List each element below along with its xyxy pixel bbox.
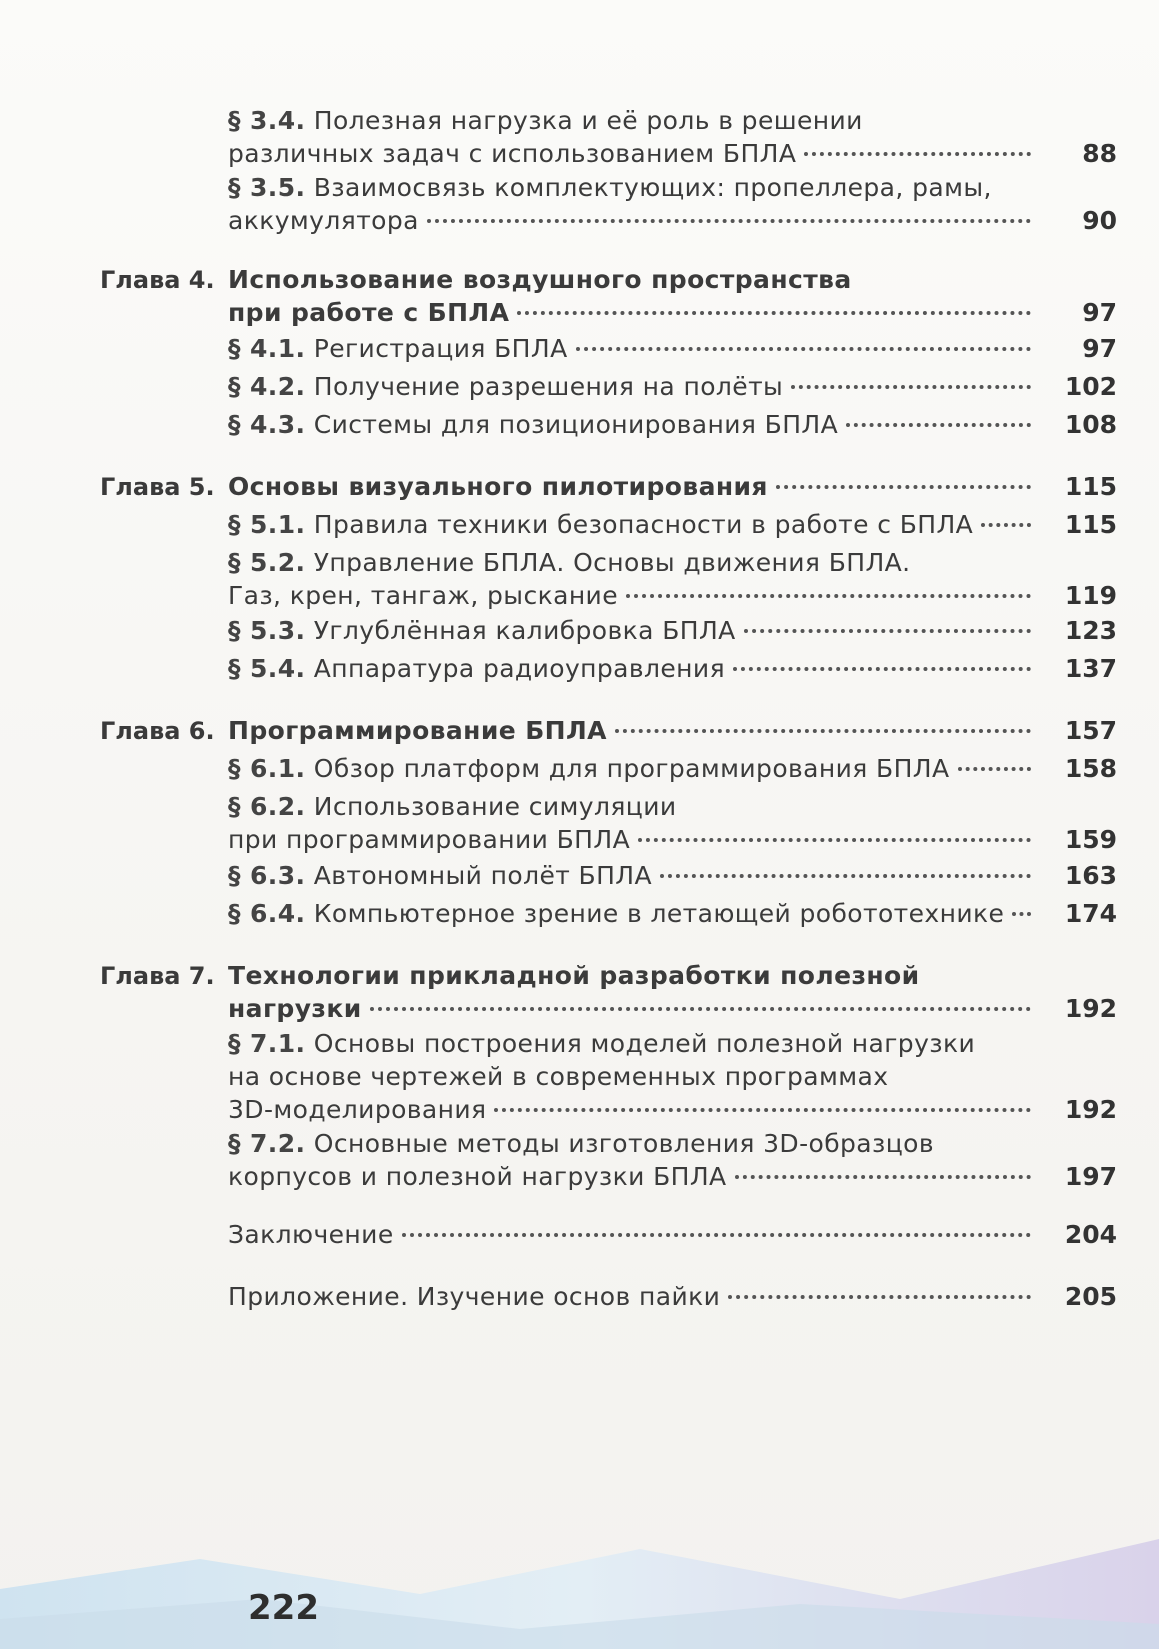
leader-dots — [981, 523, 1031, 527]
leader-dots — [638, 838, 1031, 842]
leader-dots — [728, 1295, 1031, 1299]
leader-dots — [370, 1007, 1031, 1011]
toc-page-number: 119 — [1064, 581, 1117, 610]
section-number: § 3.5. — [228, 173, 306, 202]
toc-page-number: 204 — [1064, 1220, 1117, 1249]
page-number: 222 — [248, 1588, 319, 1628]
chapter-title-line: Технологии прикладной разработки полезной — [228, 961, 920, 990]
section-number: § 5.1. — [228, 510, 306, 539]
entry-title-line: 3D-моделирования — [228, 1095, 487, 1124]
leader-dots — [427, 219, 1031, 223]
entry-title-line: корпусов и полезной нагрузки БПЛА — [228, 1162, 727, 1191]
toc-page-number: 108 — [1064, 410, 1117, 439]
section-number: § 7.2. — [228, 1129, 306, 1158]
entry-title-line: аккумулятора — [228, 206, 419, 235]
section-number: § 7.1. — [228, 1029, 306, 1058]
leader-dots — [846, 423, 1031, 427]
chapter-label: Глава 6. — [100, 717, 215, 745]
section-number: § 4.2. — [228, 372, 306, 401]
chapter-title-line: Программирование БПЛА — [228, 716, 607, 745]
section-number: § 5.3. — [228, 616, 306, 645]
leader-dots — [517, 311, 1031, 315]
leader-dots — [626, 594, 1031, 598]
toc-page-number: 159 — [1064, 825, 1117, 854]
section-number: § 6.1. — [228, 754, 306, 783]
toc-page-number: 123 — [1064, 616, 1117, 645]
leader-dots — [615, 729, 1031, 733]
entry-title-line: Основные методы изготовления 3D-образцов — [313, 1129, 934, 1158]
leader-dots — [402, 1233, 1031, 1237]
toc-page-number: 205 — [1064, 1282, 1117, 1311]
entry-title-line: Приложение. Изучение основ пайки — [228, 1282, 721, 1311]
toc-page-number: 192 — [1064, 1095, 1117, 1124]
entry-title-line: Полезная нагрузка и её роль в решении — [313, 106, 863, 135]
section-number: § 5.4. — [228, 654, 306, 683]
section-number: § 6.4. — [228, 899, 306, 928]
entry-title-line: Регистрация БПЛА — [313, 334, 568, 363]
entry-title-line: Управление БПЛА. Основы движения БПЛА. — [313, 548, 911, 577]
toc-page-number: 137 — [1064, 654, 1117, 683]
section-number: § 3.4. — [228, 106, 306, 135]
entry-title-line: Получение разрешения на полёты — [313, 372, 784, 401]
entry-title-line: при программировании БПЛА — [228, 825, 631, 854]
entry-title-line: Взаимосвязь комплектующих: пропеллера, рамы, — [313, 173, 992, 202]
section-number: § 4.1. — [228, 334, 306, 363]
leader-dots — [576, 347, 1031, 351]
leader-dots — [804, 152, 1031, 156]
toc-page-number: 163 — [1064, 861, 1117, 890]
leader-dots — [1012, 912, 1031, 916]
toc-page-number: 88 — [1082, 139, 1117, 168]
leader-dots — [733, 667, 1031, 671]
entry-title-line: Основы построения моделей полезной нагрузки — [313, 1029, 976, 1058]
entry-title-line: Использование симуляции — [313, 792, 677, 821]
toc-page-number: 115 — [1064, 510, 1117, 539]
entry-title-line: различных задач с использованием БПЛА — [228, 139, 797, 168]
chapter-title-line: Использование воздушного пространства — [228, 265, 852, 294]
chapter-label: Глава 5. — [100, 473, 215, 501]
chapter-label: Глава 7. — [100, 962, 215, 990]
chapter-label: Глава 4. — [100, 266, 215, 294]
entry-title-line: Компьютерное зрение в летающей робототехнике — [313, 899, 1005, 928]
entry-title-line: Углублённая калибровка БПЛА — [313, 616, 736, 645]
decorative-wave — [0, 1519, 1159, 1649]
section-number: § 4.3. — [228, 410, 306, 439]
entry-title-line: Правила техники безопасности в работе с БПЛА — [313, 510, 974, 539]
entry-title-line: Обзор платформ для программирования БПЛА — [313, 754, 950, 783]
leader-dots — [735, 1175, 1031, 1179]
entry-title-line: Аппаратура радиоуправления — [313, 654, 726, 683]
leader-dots — [791, 385, 1031, 389]
section-number: § 6.2. — [228, 792, 306, 821]
entry-title-line: на основе чертежей в современных программах — [228, 1062, 889, 1091]
toc-page-number: 115 — [1064, 472, 1117, 501]
entry-title-line: Газ, крен, тангаж, рыскание — [228, 581, 618, 610]
leader-dots — [744, 629, 1031, 633]
leader-dots — [660, 874, 1031, 878]
chapter-title-line: нагрузки — [228, 994, 362, 1023]
chapter-title-line: Основы визуального пилотирования — [228, 472, 768, 501]
toc-page-number: 102 — [1064, 372, 1117, 401]
leader-dots — [776, 485, 1031, 489]
toc-page-number: 158 — [1064, 754, 1117, 783]
toc-page-number: 174 — [1064, 899, 1117, 928]
toc-page-number: 157 — [1064, 716, 1117, 745]
toc-page-number: 97 — [1082, 334, 1117, 363]
entry-title-line: Системы для позиционирования БПЛА — [313, 410, 839, 439]
section-number: § 5.2. — [228, 548, 306, 577]
chapter-title-line: при работе с БПЛА — [228, 298, 510, 327]
entry-title-line: Автономный полёт БПЛА — [313, 861, 652, 890]
leader-dots — [494, 1108, 1031, 1112]
leader-dots — [958, 767, 1031, 771]
toc-page-number: 90 — [1082, 206, 1117, 235]
toc-page-number: 197 — [1064, 1162, 1117, 1191]
toc-page-number: 97 — [1082, 298, 1117, 327]
entry-title-line: Заключение — [228, 1220, 394, 1249]
section-number: § 6.3. — [228, 861, 306, 890]
toc-page-number: 192 — [1064, 994, 1117, 1023]
